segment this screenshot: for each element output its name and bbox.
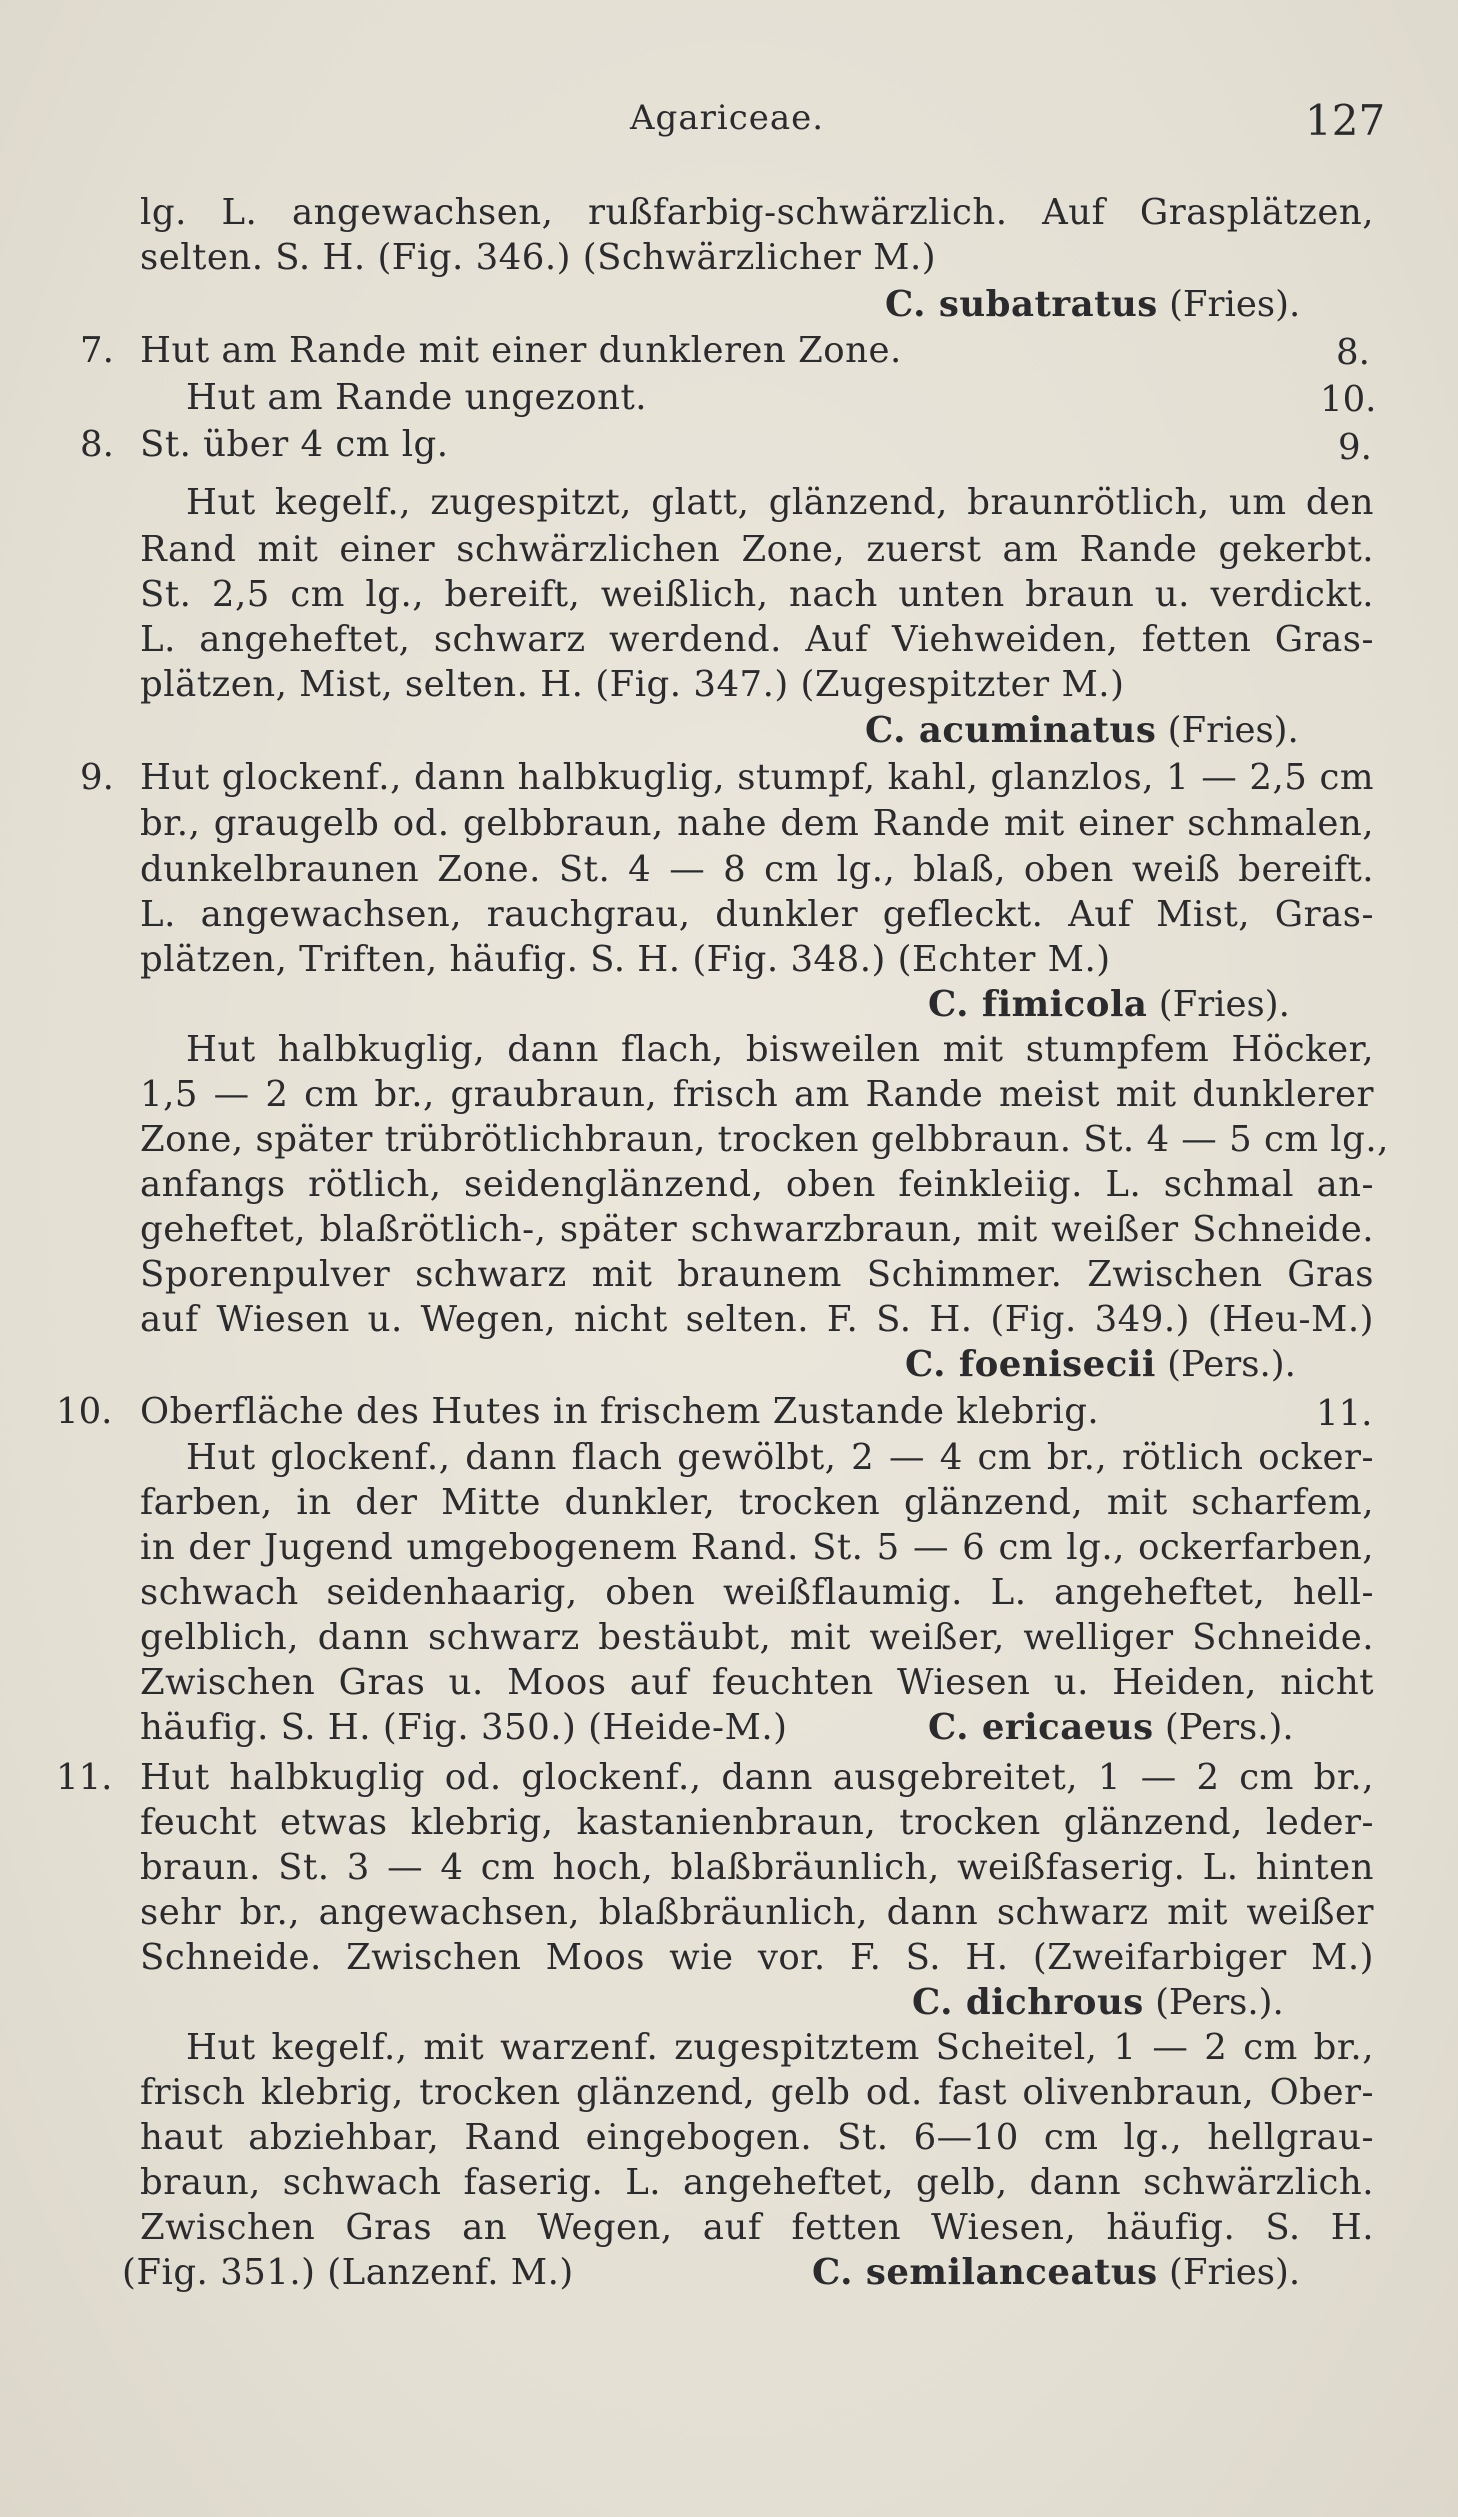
text-line: Sporenpulver schwarz mit braunem Schimmer. Zwischen Gras — [140, 1254, 1374, 1295]
species-binomial: C. fimicola — [928, 984, 1148, 1025]
text-line: Hut kegelf., zugespitzt, glatt, glänzend, braunrötlich, um den — [186, 482, 1374, 523]
species-binomial: C. foenisecii — [905, 1344, 1156, 1385]
key-number: 11. — [56, 1757, 113, 1798]
key-reference: 11. — [1316, 1393, 1373, 1434]
text-line: 1,5 — 2 cm br., graubraun, frisch am Rande meist mit dunklerer — [140, 1074, 1374, 1115]
key-number: 9. — [80, 757, 114, 798]
text-line: St. 2,5 cm lg., bereift, weißlich, nach unten braun u. verdickt. — [140, 574, 1374, 615]
text-line: häufig. S. H. (Fig. 350.) (Heide-M.) — [140, 1707, 788, 1748]
text-line: haut abziehbar, Rand eingebogen. St. 6—10 cm lg., hellgrau- — [140, 2117, 1374, 2158]
species-binomial: C. acuminatus — [865, 710, 1157, 751]
running-title: Agariceae. — [630, 98, 825, 138]
text-line: schwach seidenhaarig, oben weißflaumig. L. angeheftet, hell- — [140, 1572, 1374, 1613]
species-binomial: C. ericaeus — [928, 1707, 1154, 1748]
text-line: L. angewachsen, rauchgrau, dunkler gefleckt. Auf Mist, Gras- — [140, 894, 1374, 935]
species-name — [905, 1344, 1296, 1385]
key-reference: 9. — [1338, 427, 1372, 468]
text-line: Oberfläche des Hutes in frischem Zustande klebrig. — [140, 1391, 1100, 1432]
text-line: Zwischen Gras an Wegen, auf fetten Wiesen, häufig. S. H. — [140, 2207, 1374, 2248]
text-line: plätzen, Mist, selten. H. (Fig. 347.) (Zugespitzter M.) — [140, 664, 1125, 705]
text-line: farben, in der Mitte dunkler, trocken glänzend, mit scharfem, — [140, 1482, 1374, 1523]
text-line: Zone, später trübrötlichbraun, trocken gelbbraun. St. 4 — 5 cm lg., — [140, 1119, 1389, 1160]
species-author: (Fries). — [1168, 2252, 1301, 2293]
key-reference: 8. — [1336, 332, 1370, 373]
species-name — [928, 1707, 1294, 1748]
text-line: plätzen, Triften, häufig. S. H. (Fig. 348.) (Echter M.) — [140, 939, 1111, 980]
species-name — [812, 2252, 1301, 2293]
page-number: 127 — [1305, 96, 1386, 145]
text-line: Hut kegelf., mit warzenf. zugespitztem Scheitel, 1 — 2 cm br., — [186, 2027, 1374, 2068]
text-line: Hut halbkuglig od. glockenf., dann ausgebreitet, 1 — 2 cm br., — [140, 1757, 1374, 1798]
text-line: selten. S. H. (Fig. 346.) (Schwärzlicher M.) — [140, 237, 937, 278]
text-line: gelblich, dann schwarz bestäubt, mit weißer, welliger Schneide. — [140, 1617, 1374, 1658]
text-line: geheftet, blaßrötlich-, später schwarzbraun, mit weißer Schneide. — [140, 1209, 1374, 1250]
text-line: feucht etwas klebrig, kastanienbraun, trocken glänzend, leder- — [140, 1802, 1374, 1843]
text-line: sehr br., angewachsen, blaßbräunlich, dann schwarz mit weißer — [140, 1892, 1374, 1933]
text-line: (Fig. 351.) (Lanzenf. M.) — [122, 2252, 574, 2293]
species-author: (Fries). — [1158, 984, 1290, 1025]
key-number: 7. — [80, 330, 114, 371]
key-number: 10. — [56, 1391, 113, 1432]
species-author: (Fries). — [1169, 284, 1301, 325]
text-line: braun. St. 3 — 4 cm hoch, blaßbräunlich, weißfaserig. L. hinten — [140, 1847, 1374, 1888]
text-line: dunkelbraunen Zone. St. 4 — 8 cm lg., blaß, oben weiß bereift. — [140, 849, 1374, 890]
text-line: Hut halbkuglig, dann flach, bisweilen mit stumpfem Höcker, — [186, 1029, 1374, 1070]
text-line: Hut glockenf., dann halbkuglig, stumpf, kahl, glanzlos, 1 — 2,5 cm — [140, 757, 1374, 798]
species-author: (Fries). — [1167, 710, 1299, 751]
text-line: braun, schwach faserig. L. angeheftet, gelb, dann schwärzlich. — [140, 2162, 1374, 2203]
text-line: anfangs rötlich, seidenglänzend, oben feinkleiig. L. schmal an- — [140, 1164, 1374, 1205]
text-line: Hut glockenf., dann flach gewölbt, 2 — 4 cm br., rötlich ocker- — [186, 1437, 1374, 1478]
key-reference: 10. — [1320, 379, 1377, 420]
species-name — [885, 284, 1301, 325]
species-author: (Pers.). — [1164, 1707, 1294, 1748]
text-line: Zwischen Gras u. Moos auf feuchten Wiesen u. Heiden, nicht — [140, 1662, 1374, 1703]
species-author: (Pers.). — [1155, 1982, 1284, 2023]
text-line: frisch klebrig, trocken glänzend, gelb od. fast olivenbraun, Ober- — [140, 2072, 1374, 2113]
text-line: Hut am Rande mit einer dunkleren Zone. — [140, 330, 902, 371]
text-line: Schneide. Zwischen Moos wie vor. F. S. H. (Zweifarbiger M.) — [140, 1937, 1374, 1978]
text-line: in der Jugend umgebogenem Rand. St. 5 — 6 cm lg., ockerfarben, — [140, 1527, 1374, 1568]
species-author: (Pers.). — [1167, 1344, 1296, 1385]
species-name — [928, 984, 1290, 1025]
text-line: L. angeheftet, schwarz werdend. Auf Viehweiden, fetten Gras- — [140, 619, 1374, 660]
key-number: 8. — [80, 424, 114, 465]
text-line: Hut am Rande ungezont. — [186, 377, 648, 418]
species-binomial: C. subatratus — [885, 284, 1158, 325]
text-line: St. über 4 cm lg. — [140, 424, 449, 465]
species-binomial: C. dichrous — [912, 1982, 1144, 2023]
species-binomial: C. semilanceatus — [812, 2252, 1158, 2293]
text-line: lg. L. angewachsen, rußfarbig-schwärzlich. Auf Grasplätzen, — [140, 192, 1374, 233]
species-name — [912, 1982, 1284, 2023]
text-line: br., graugelb od. gelbbraun, nahe dem Rande mit einer schmalen, — [140, 803, 1374, 844]
text-line: auf Wiesen u. Wegen, nicht selten. F. S. H. (Fig. 349.) (Heu-M.) — [140, 1299, 1374, 1340]
text-line: Rand mit einer schwärzlichen Zone, zuerst am Rande gekerbt. — [140, 529, 1374, 570]
species-name — [865, 710, 1299, 751]
